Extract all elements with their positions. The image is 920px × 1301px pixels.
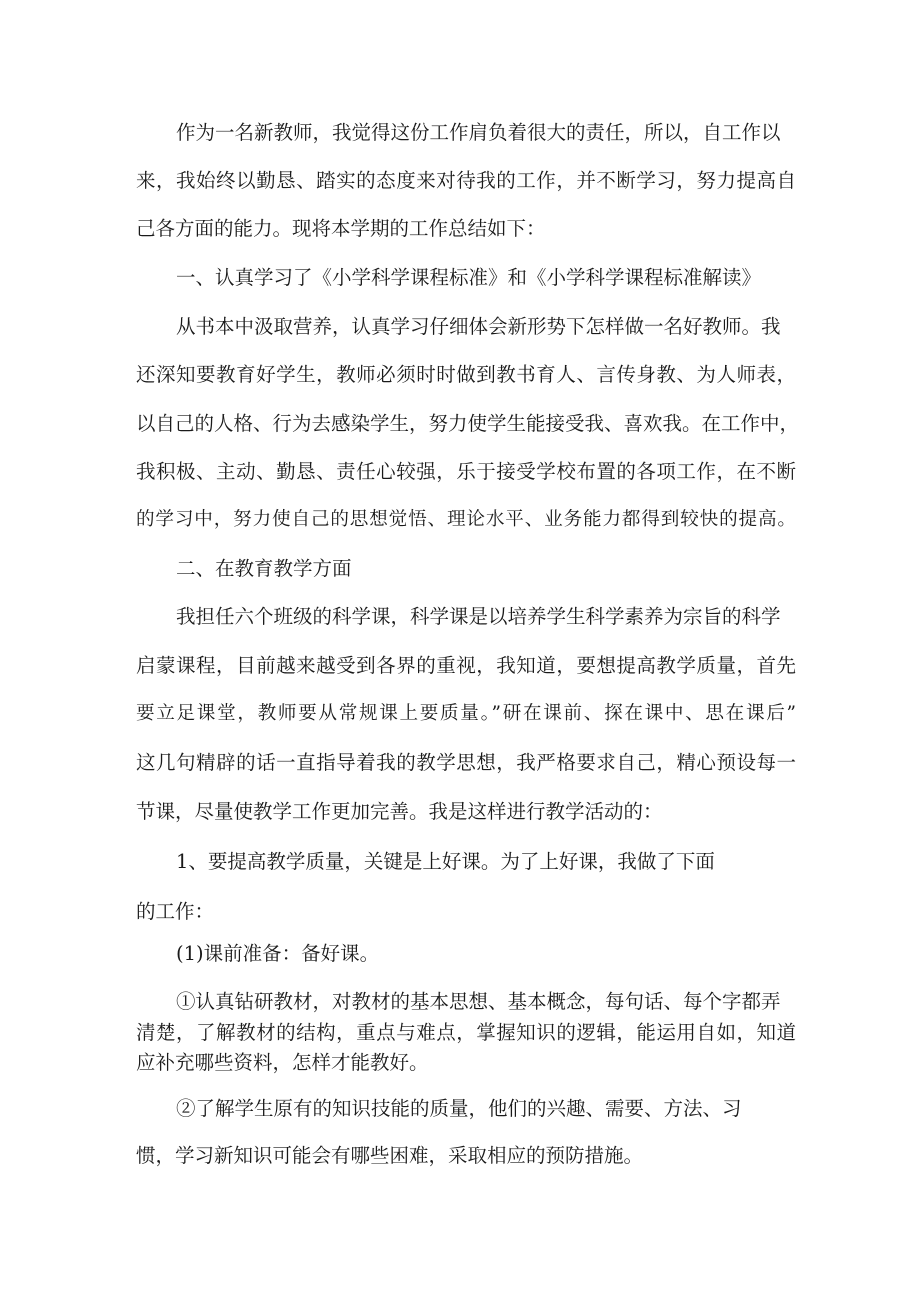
point-2-line-1: ②了解学生原有的知识技能的质量，他们的兴趣、需要、方法、习 xyxy=(176,1097,742,1120)
paragraph-2-line-1: 我担任六个班级的科学课，科学课是以培养学生科学素养为宗旨的科学 xyxy=(176,605,781,628)
point-1-line-3: 应补充哪些资料，怎样才能教好。 xyxy=(136,1051,429,1074)
paragraph-intro-line-3: 己各方面的能力。现将本学期的工作总结如下： xyxy=(136,217,546,240)
paragraph-1-line-3: 以自己的人格、行为去感染学生，努力使学生能接受我、喜欢我。在工作中， xyxy=(136,412,800,435)
list-item-1-line-1: 1、要提高教学质量，关键是上好课。为了上好课，我做了下面 xyxy=(176,850,715,873)
paragraph-2-line-5: 节课，尽量使教学工作更加完善。我是这样进行教学活动的： xyxy=(136,800,663,823)
paragraph-intro-line-2: 来，我始终以勤恳、踏实的态度来对待我的工作，并不断学习，努力提高自 xyxy=(136,169,796,192)
paragraph-1-line-4: 我积极、主动、勤恳、责任心较强，乐于接受学校布置的各项工作，在不断 xyxy=(136,460,796,483)
paragraph-2-line-4: 这几句精辟的话一直指导着我的教学思想，我严格要求自己，精心预设每一 xyxy=(136,751,796,774)
paragraph-2-line-2: 启蒙课程，目前越来越受到各界的重视，我知道，要想提高教学质量，首先 xyxy=(136,654,796,677)
paragraph-1-line-2: 还深知要教育好学生，教师必须时时做到教书育人、言传身教、为人师表， xyxy=(136,363,796,386)
sub-item-1-1: (1)课前准备：备好课。 xyxy=(176,942,380,965)
section-heading-1: 一、认真学习了《小学科学课程标准》和《小学科学课程标准解读》 xyxy=(176,266,762,289)
paragraph-1-line-5: 的学习中，努力使自己的思想觉悟、理论水平、业务能力都得到较快的提高。 xyxy=(136,509,796,530)
section-heading-2: 二、在教育教学方面 xyxy=(176,557,352,580)
list-item-1-line-2: 的工作： xyxy=(136,900,215,923)
paragraph-intro-line-1: 作为一名新教师，我觉得这份工作肩负着很大的责任，所以，自工作以 xyxy=(176,121,781,144)
paragraph-2-line-3: 要立足课堂，教师要从常规课上要质量。”研在课前、探在课中、思在课后” xyxy=(136,703,796,724)
point-2-line-2: 惯，学习新知识可能会有哪些困难，采取相应的预防措施。 xyxy=(136,1144,644,1167)
paragraph-1-line-1: 从书本中汲取营养，认真学习仔细体会新形势下怎样做一名好教师。我 xyxy=(176,315,781,338)
point-1-line-2: 清楚，了解教材的结构，重点与难点，掌握知识的逻辑，能运用自如，知道 xyxy=(136,1021,796,1044)
point-1-line-1: ①认真钻研教材，对教材的基本思想、基本概念，每句话、每个字都弄 xyxy=(176,990,781,1013)
